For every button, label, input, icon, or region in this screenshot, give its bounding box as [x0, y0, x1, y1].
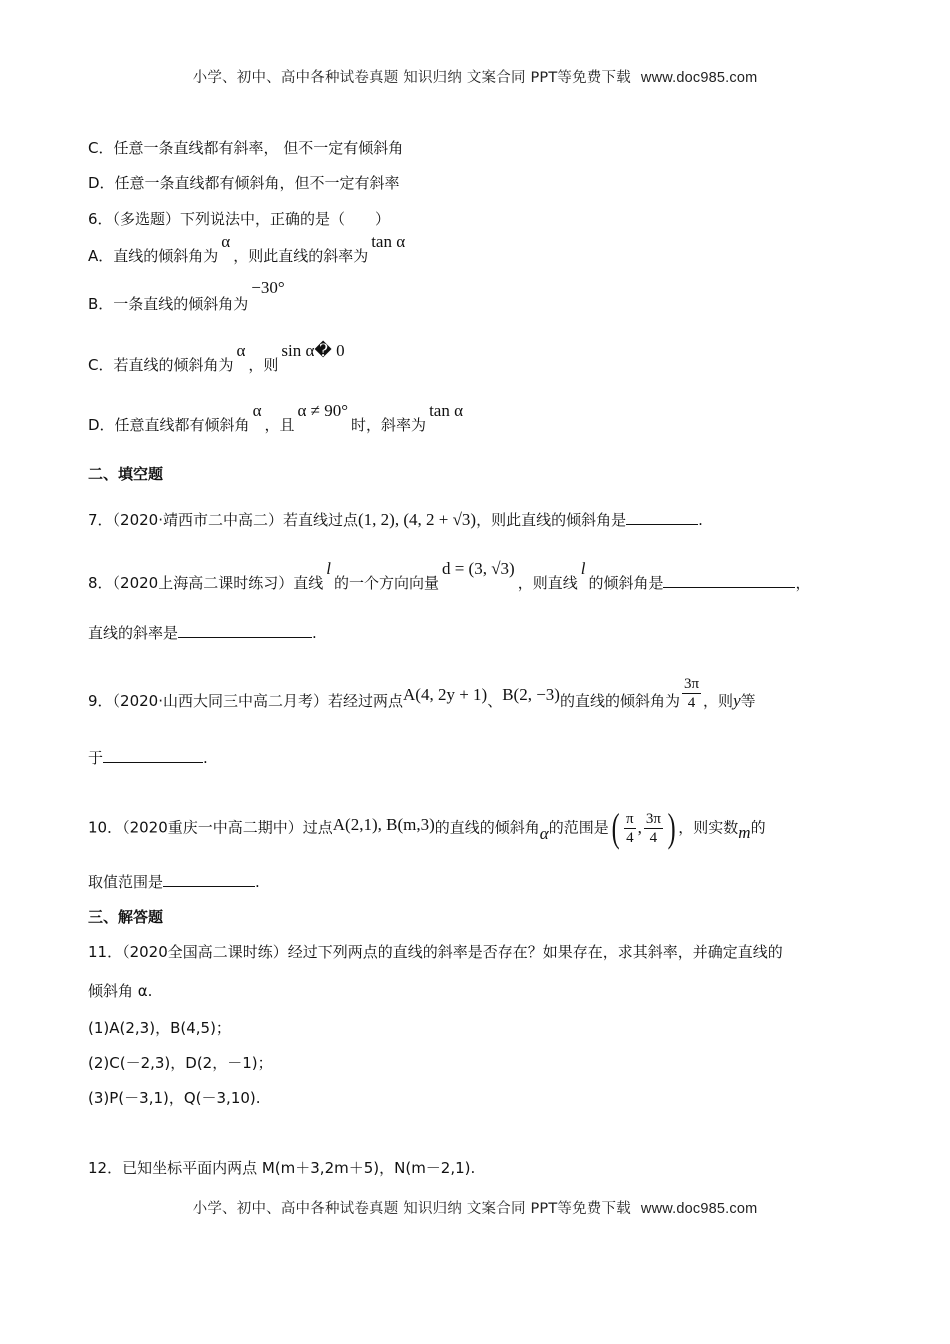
q10-line2-text: 取值范围是 — [88, 873, 164, 891]
q8-end1: ， — [795, 574, 811, 592]
q9-line2 — [88, 748, 208, 768]
q11-part1: (1)A(2,3)，B(4,5)； — [88, 1019, 231, 1037]
q7-end: . — [698, 511, 703, 529]
q6-option-d — [88, 401, 466, 435]
header-text: 小学、初中、高中各种试卷真题 知识归纳 文案合同 PPT等免费下载 — [192, 70, 631, 86]
q10-line2 — [88, 872, 260, 892]
q6-option-a — [88, 232, 408, 266]
q10-text: 10．（2020重庆一中高二期中）过点 — [88, 818, 333, 837]
q6-a-mid: ，则此直线的斜率为 — [233, 247, 369, 265]
q9-sep: 、 — [487, 692, 503, 710]
q11-part2: (2)C(－2,3)，D(2，－1)； — [88, 1054, 273, 1072]
q10-f1-den: 4 — [626, 829, 634, 846]
q10-answer-blank[interactable] — [163, 872, 255, 887]
q9-point-a: A(4, 2y + 1) — [403, 685, 488, 704]
q11-part3: (3)P(－3,1)，Q(－3,10). — [88, 1089, 261, 1107]
page-header — [0, 66, 950, 87]
header-site-link[interactable]: www.doc985.com — [640, 70, 758, 86]
q10 — [88, 805, 766, 850]
q9-post: ，则 — [703, 692, 734, 710]
q6-a-text: A．直线的倾斜角为 — [88, 247, 219, 265]
q8-line-l2: l — [580, 559, 586, 578]
q6-c-mid: ，则 — [248, 356, 279, 374]
q7-points: (1, 2), (4, 2 + √3) — [358, 510, 477, 529]
q10-frac1 — [624, 810, 636, 847]
q5-option-d: D．任意一条直线都有倾斜角，但不一定有斜率 — [88, 174, 400, 192]
q11-line2: 倾斜角 α. — [88, 982, 153, 1000]
q9-post2: 等 — [740, 692, 756, 710]
q6-b-text: B．一条直线的倾斜角为 — [88, 295, 249, 313]
footer-site-link[interactable]: www.doc985.com — [640, 1201, 758, 1217]
q6-d-text: D．任意直线都有倾斜角 — [88, 416, 250, 434]
q9-frac-num: 3π — [683, 676, 700, 692]
q6-a-alpha: α — [221, 232, 231, 251]
section-fill-in: 二、填空题 — [88, 465, 164, 483]
q10-points: A(2,1), B(m,3) — [332, 814, 435, 834]
q7-post: ，则此直线的倾斜角是 — [476, 511, 627, 529]
q7-answer-blank[interactable] — [626, 510, 698, 525]
q8-angle-blank[interactable] — [663, 573, 795, 588]
page-footer — [0, 1197, 950, 1218]
q6-option-b — [88, 278, 288, 314]
q10-left-paren: ( — [611, 805, 620, 850]
q10-post2: 的 — [750, 818, 766, 837]
q6-d-alpha: α — [252, 401, 262, 420]
q6-c-text: C．若直线的倾斜角为 — [88, 356, 234, 374]
q10-m: m — [738, 822, 751, 842]
q8-line2 — [88, 623, 317, 643]
q8-slope-blank[interactable] — [178, 623, 312, 638]
q8-mid2: ，则直线 — [517, 574, 578, 592]
q9-frac-den: 4 — [687, 695, 696, 711]
q9-text: 9．（2020·山西大同三中高二月考）若经过两点 — [88, 692, 403, 710]
q9 — [88, 676, 756, 720]
q10-post: ，则实数 — [678, 818, 739, 837]
q7 — [88, 510, 703, 530]
q6-d-cond: α ≠ 90° — [297, 401, 349, 420]
q6-b-angle: −30° — [251, 278, 285, 297]
q10-alpha: α — [539, 823, 549, 843]
q6-stem: 6．（多选题）下列说法中，正确的是（ ） — [88, 210, 391, 228]
q8-vector: d = (3, √3) — [441, 559, 515, 578]
q12: 12．已知坐标平面内两点 M(m＋3,2m＋5)，N(m－2,1). — [88, 1159, 476, 1177]
q6-option-c — [88, 341, 348, 375]
q8-line-l: l — [326, 559, 331, 578]
q10-f2-den: 4 — [649, 829, 658, 846]
q6-d-mid1: ，且 — [264, 416, 295, 434]
q10-comma: , — [637, 818, 642, 837]
q11-line1: 11．（2020全国高二课时练）经过下列两点的直线的斜率是否存在？如果存在，求其斜率，并确定直线的 — [88, 943, 783, 961]
q9-line2-text: 于 — [88, 749, 104, 767]
q6-d-mid2: 时，斜率为 — [351, 416, 427, 434]
q8-mid3: 的倾斜角是 — [588, 574, 664, 592]
q9-end: . — [203, 749, 208, 767]
q5-option-c: C．任意一条直线都有斜率， 但不一定有倾斜角 — [88, 139, 404, 157]
q6-d-tan: tan α — [429, 401, 463, 420]
q10-f2-num: 3π — [645, 810, 661, 827]
footer-text: 小学、初中、高中各种试卷真题 知识归纳 文案合同 PPT等免费下载 — [192, 1201, 631, 1217]
section-solutions: 三、解答题 — [88, 908, 164, 926]
q9-answer-blank[interactable] — [103, 748, 203, 763]
q10-end: . — [255, 873, 260, 891]
q6-c-alpha: α — [236, 341, 246, 360]
q10-right-paren: ) — [667, 805, 676, 850]
q9-point-b: B(2, −3) — [502, 685, 560, 704]
q8-end2: . — [312, 624, 317, 642]
q9-mid: 的直线的倾斜角为 — [559, 692, 680, 710]
q6-c-sin: sin α� 0 — [281, 341, 345, 360]
q10-mid: 的直线的倾斜角 — [434, 818, 540, 837]
q8-text: 8．（2020上海高二课时练习）直线 — [88, 574, 324, 592]
q8 — [88, 559, 811, 593]
q8-mid1: 的一个方向向量 — [333, 574, 439, 592]
q6-a-tan: tan α — [371, 232, 406, 251]
q9-y: y — [733, 691, 741, 710]
q10-mid2: 的范围是 — [548, 818, 609, 837]
q8-slope-text: 直线的斜率是 — [88, 624, 179, 642]
q10-f1-num: π — [626, 810, 634, 827]
q7-text: 7．（2020·靖西市二中高二）若直线过点 — [88, 511, 358, 529]
q9-angle-fraction — [682, 675, 701, 712]
q10-frac2 — [644, 810, 663, 847]
